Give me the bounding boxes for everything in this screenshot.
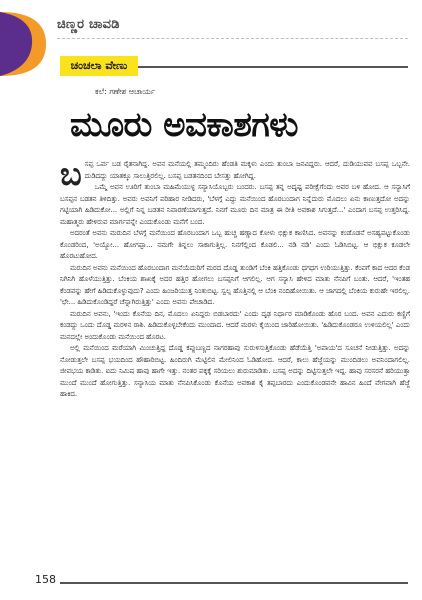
paragraph: ಮರುದಿನ ಅವನು, 'ಇಂದು ಕೊನೆಯ ದಿನ, ಮೊದಲು ಏನಿದ್ದರು ಬಿಡಬಾರದು' ಎಂದು ದೃಢ ನಿರ್ಧಾರ ಮಾಡಿಕೊಂಡು ಹೊರ ಬಂದ. ಅವನ ಎದುರು ಕಣ್ಣಿಗೆ ಕಂಡದ್ದು ಒಂದು ದೊಡ್ಡ ಮರಳಿನ ರಾಶಿ. ಹಿಡಿದುಕೊಳ್ಳಬೇಕೆಂದು ಮುಂದಾದ. ಆದರೆ ಮರಳು ಕೈಯಿಂದ ಜಾರಿಹೋಯಿತು. 'ಹಿಡಿದುಕೊಂಡರೂ ಉಳಿಯಲಿಲ್ಲ' ಎಂದು ಮನದಲ್ಲೇ ಅಂದುಕೊಂಡು ಮನೆಯಿಂದ ಹೊರಟ. bbox=[60, 309, 410, 341]
footer-divider bbox=[60, 582, 408, 584]
corner-decoration bbox=[0, 8, 48, 78]
drop-cap: ಬ bbox=[60, 155, 82, 193]
illustrator-credit: ಕಲೆ: ಗಣೇಶ ಆಚಾರ್ಯ bbox=[95, 87, 156, 96]
paragraph-text: ಸಪ್ಪ ಒರ್ವ ಬಡ ರೈತನಾಗಿದ್ದ. ಅವನ ಮನೆಯಲ್ಲಿ ತಮ್ಮಂದಿರು ಹೆಂಡತಿ ಮಕ್ಕಳು ಎಂದು ತುಂಬಾ ಜನವಿದ್ದರು. ಆದರೆ, ದುಡಿಯುವವ ಬಸಪ್ಪ ಒಬ್ಬನೇ. ದುಡಿದದ್ದು ಯಾತಕ್ಕೂ ಸಾಲುತ್ತಿರಲಿಲ್ಲ. ಬಸಪ್ಪ ಬಡತನದಿಂದ ಬೇಸತ್ತು ಹೋಗಿದ್ದ. bbox=[84, 160, 410, 180]
page-number: 158 bbox=[35, 573, 56, 586]
author-divider bbox=[138, 66, 408, 68]
paragraph: ಅಲ್ಲಿ ಮನೆಯಿಂದ ಮರೆಯಾಗಿ ಮಿಂಚುತ್ತಿದ್ದ ದೊಡ್ಡ ಕಪ್ಪುಬಣ್ಣದ ನಾಗರಹಾವು ಸುರುಳಿಸುತ್ತಿಕೊಂಡು ಹೆಡೆಯೆತ್ತಿ 'ಅಪಾಯ'ದ ಸೂಚನೆ ನೀಡುತ್ತಿತ್ತು. ಅದನ್ನು ನೋಡುತ್ತಲೇ ಬಸಪ್ಪ ಭಯದಿಂದ ಹೌಹಾರಿಬಿಟ್ಟ. ಹಿಂದಿರುಗಿ ಮೆಟ್ಟಿಲಿನ ಮೇಲಿನಿಂದ ಓಡಿಹೋದ. ಆದರೆ, ಕಾಲು ಹೆಜ್ಜೆಯನ್ನು ಮುಂದಿಡಲು ಅವನಿಂದಾಗಲಿಲ್ಲ. ಜೀವಭಯ ಕಾಡಿತು. ಐದು ನಿಮಿಷ ಹಾವು ಹಾಗೇ ಇತ್ತು. ನಂತರ ಪಕ್ಕಕ್ಕೆ ಸರಿಯಲು ಶುರುಮಾಡಿತು. ಬಸಪ್ಪ ಅದನ್ನು ದಿಟ್ಟಿಸುತ್ತಲೇ ಇದ್ದ. ಹಾವು ಸರಸರನೆ ಹರಿಯುತ್ತಾ ಮುಂದೆ ಮುಂದೆ ಹೋಗುತ್ತಿತ್ತು. ಸನ್ಯಾಸಿಯ ಮಾತು ನೆನಪಿಸಿಕೊಂಡು ಕೊನೆಯ ಅವಕಾಶ ಕೈ ತಪ್ಪಬಾರದು ಎಂದುಕೊಂಡವನೇ ಹಾವಿನ ಹಿಂದೆ ವೇಗವಾಗಿ ಹೆಜ್ಜೆ ಹಾಕಿದ. bbox=[60, 344, 410, 398]
paragraph: ಒಮ್ಮೆ ಅವನ ಊರಿಗೆ ತುಂಬಾ ಮಹಿಮೆಯುಳ್ಳ ಸನ್ಯಾಸಿಯೊಬ್ಬರು ಬಂದರು. ಬಸಪ್ಪ ತನ್ನ ಅದೃಷ್ಟ ಪರೀಕ್ಷೆಗೆಂದು ಅವರ ಬಳಿ ಹೋದ. ಆ ಸನ್ಯಾಸಿಗೆ ಬಸಪ್ಪನ ಬಡತನ ತಿಳಿದಿತ್ತು. ಅವರು ಅವನಿಗೆ ಪರಿಹಾರ ನೀಡಿದರು, 'ಬೆಳಗ್ಗೆ ಎದ್ದು ಮನೆಯಿಂದ ಹೊರಬಂದಾಗ ನಿನ್ನೆದುರು ಮೊದಲು ಏನು ಕಾಣುತ್ತದೋ ಅದನ್ನು ಗಟ್ಟಿಯಾಗಿ ಹಿಡಿದುಕೋ... ಅಲ್ಲಿಗೆ ನಿನ್ನ ಬಡತನ ನಿವಾರಣೆಯಾಗುತ್ತದೆ. ನಿನಗೆ ಮೂರು ದಿನ ಮಾತ್ರ ಈ ರೀತಿ ಅವಕಾಶ ಸಿಗುತ್ತದೆ...' ಎಂದಾಗ ಬಸಪ್ಪ ಉತ್ತರಿಸಿದ್ದ. ಮಹಾತ್ಮರು ಹೇಳಿರುವ ಮಾರ್ಗವನ್ನೇ ಎಂದುಕೊಂಡು ಮನೆಗೆ ಬಂದ. bbox=[60, 183, 410, 226]
paragraph bbox=[60, 155, 410, 193]
author-badge: ಚಂಚಲಾ ವೇಣು bbox=[60, 56, 138, 76]
story-title: ಮೂರು ಅವಕಾಶಗಳು bbox=[70, 105, 298, 145]
header-divider bbox=[57, 38, 408, 39]
paragraph: ಅದರಂತೆ ಅವನು ಮರುದಿನ ಬೆಳಗ್ಗೆ ಮನೆಯಿಂದ ಹೊರಬಂದಾಗ ಒಬ್ಬ ಹುಚ್ಚ ಹಣ್ಣಾದ ಕೋಳು ಭಿಕ್ಷುಕ ಕಾಣಿಸಿದ. ಅವನನ್ನು ಕಂಡೊಡನೆ ಅಸಹ್ಯಪಟ್ಟುಕೊಂಡು ಕೊಂಡರಿಂದ, 'ಅಯ್ಯೋ... ಹೋಗಪ್ಪಾ... ನಮಗೇ ತಿನ್ನಲು ಸಾಕಾಗುತ್ತಿಲ್ಲ. ನಿನಗೆಲ್ಲಿಂದ ಕೊಡಲಿ... ನಡಿ ನಡಿ' ಎಂದು ಓಡಿಸಿಬಿಟ್ಟ. ಆ ಭಿಕ್ಷುಕ ಕೂಡಲೇ ಹೊರಟುಹೋದ. bbox=[60, 229, 410, 260]
story-body bbox=[60, 155, 410, 401]
paragraph: ಮರುದಿನ ಅವನು ಮನೆಯಿಂದ ಹೊರಬಂದಾಗ ಮನೆಯೆದುರಿಗೆ ಮರದ ದೊಡ್ಡ ತುಂಡಿಗೆ ಬೆಂಕಿ ಹತ್ತಿಕೊಂಡು ಧಗಧಗ ಉರಿಯುತ್ತಿತ್ತು. ಕೆಂಪಗೆ ಕಾದ ಆದರ ಕೆಂಡ ನಿಗಿನಿಗಿ ಹೊಳೆಯುತ್ತಿತ್ತು. ಬೆಂಕಿಯ ಶಾಖಕ್ಕೆ ಅದರ ಹತ್ತಿರ ಹೋಗಲು ಬಸಪ್ಪನಿಗೆ ಆಗಲಿಲ್ಲ. ಆಗ ಸನ್ಯಾಸಿ ಹೇಳಿದ ಮಾತು ನೆನಪಿಗೆ ಬಂತು. ಆದರೆ, 'ಇಂತಹ ಕೆಂಡವನ್ನು ಹೇಗೆ ಹಿಡಿದುಕೊಳ್ಳುವುದು? ಎಂದು ಹಿಂಜರಿಯುತ್ತ ನಿಂತುಬಿಟ್ಟ. ಸ್ವಲ್ಪ ಹೊತ್ತಿನಲ್ಲಿ ಆ ಬೆಂಕಿ ನಂದಿಹೋಯಿತು. ಆ ಜಾಗದಲ್ಲಿ ಬೆಂಕಿಯ ಕುರುಹೇ ಇರಲಿಲ್ಲ. 'ಛೇ... ಹಿಡಿದುಕೊಂಡಿದ್ದರೆ ಚೆನ್ನಾಗಿರುತ್ತಿತ್ತು' ಎಂದು ಅವನು ಪೇಚಾಡಿದ. bbox=[60, 263, 410, 306]
section-title: ಚಿಣ್ಣರ ಚಾವಡಿ bbox=[57, 17, 120, 32]
